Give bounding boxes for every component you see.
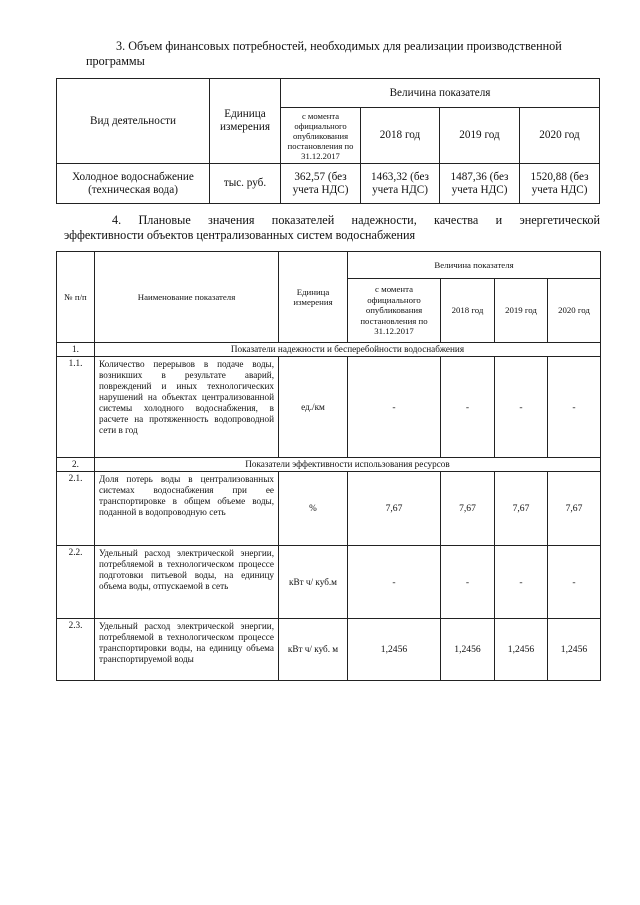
section-title: Показатели эффективности использования ресурсов xyxy=(95,458,601,472)
indicator-unit: % xyxy=(279,472,348,546)
section-title: Показатели надежности и бесперебойности водоснабжения xyxy=(95,343,601,357)
indicator-name: Удельный расход электрической энергии, потребляемой в технологическом процессе подготовки питьевой воды, на единицу объема воды, отпускаемой в сеть xyxy=(95,546,279,619)
value-since: 7,67 xyxy=(348,472,441,546)
value-2019: 1,2456 xyxy=(495,619,548,681)
table-row xyxy=(57,619,601,681)
section-4-heading xyxy=(64,213,600,243)
indicator-unit: кВт ч/ куб.м xyxy=(279,546,348,619)
header-year-2019: 2019 год xyxy=(440,108,520,164)
header-year-2018: 2018 год xyxy=(361,108,440,164)
table-row xyxy=(57,164,600,204)
header-number: № п/п xyxy=(57,252,95,343)
value-2019: - xyxy=(495,546,548,619)
value-2018: - xyxy=(441,546,495,619)
row-number: 2.1. xyxy=(57,472,95,546)
value-2018: - xyxy=(441,357,495,458)
value-since: 1,2456 xyxy=(348,619,441,681)
section-3-heading xyxy=(86,39,598,69)
value-2020: - xyxy=(548,546,601,619)
table-row xyxy=(57,357,601,458)
section-number: 2. xyxy=(57,458,95,472)
header-year-2020: 2020 год xyxy=(520,108,600,164)
header-value-group: Величина показателя xyxy=(281,79,600,108)
value-since: - xyxy=(348,546,441,619)
cell-value-2020: 1520,88 (без учета НДС) xyxy=(520,164,600,204)
indicator-unit: ед./км xyxy=(279,357,348,458)
section-3-line-2: программы xyxy=(86,54,145,68)
header-unit: Единица измерения xyxy=(279,252,348,343)
section-4-line-1: 4. Плановые значения показателей надежности, качества и энергетической xyxy=(112,213,600,227)
indicator-name: Количество перерывов в подаче воды, возникших в результате аварий, повреждений и иных технологических нарушений на объектах централизованной системы холодного водоснабжения, в расчете на протяженность водопроводной сети в год xyxy=(95,357,279,458)
header-year-2020: 2020 год xyxy=(548,279,601,343)
cell-value-2018: 1463,32 (без учета НДС) xyxy=(361,164,440,204)
header-indicator-name: Наименование показателя xyxy=(95,252,279,343)
value-2019: - xyxy=(495,357,548,458)
row-number: 1.1. xyxy=(57,357,95,458)
cell-value-since: 362,57 (без учета НДС) xyxy=(281,164,361,204)
cell-value-2019: 1487,36 (без учета НДС) xyxy=(440,164,520,204)
row-number: 2.3. xyxy=(57,619,95,681)
section-number: 1. xyxy=(57,343,95,357)
value-2019: 7,67 xyxy=(495,472,548,546)
value-2018: 7,67 xyxy=(441,472,495,546)
table-row xyxy=(57,472,601,546)
indicator-unit: кВт ч/ куб. м xyxy=(279,619,348,681)
section-4-line-2: эффективности объектов централизованных систем водоснабжения xyxy=(64,228,416,242)
value-2018: 1,2456 xyxy=(441,619,495,681)
section-row xyxy=(57,458,601,472)
value-since: - xyxy=(348,357,441,458)
header-unit: Единица измерения xyxy=(210,79,281,164)
indicators-table xyxy=(56,251,601,681)
header-year-2018: 2018 год xyxy=(441,279,495,343)
row-number: 2.2. xyxy=(57,546,95,619)
cell-unit: тыс. руб. xyxy=(210,164,281,204)
indicator-name: Удельный расход электрической энергии, потребляемой в технологическом процессе транспортировки воды, на единицу объема транспортируемой воды xyxy=(95,619,279,681)
indicator-name: Доля потерь воды в централизованных системах водоснабжения при ее транспортировке в общем объеме воды, поданной в водопроводную сеть xyxy=(95,472,279,546)
value-2020: - xyxy=(548,357,601,458)
value-2020: 7,67 xyxy=(548,472,601,546)
value-2020: 1,2456 xyxy=(548,619,601,681)
section-row xyxy=(57,343,601,357)
header-activity: Вид деятельности xyxy=(57,79,210,164)
cell-activity: Холодное водоснабжение (техническая вода) xyxy=(57,164,210,204)
header-since-publication: с момента официального опубликования постановления по 31.12.2017 xyxy=(281,108,361,164)
financial-needs-table xyxy=(56,78,600,204)
header-year-2019: 2019 год xyxy=(495,279,548,343)
table-row xyxy=(57,546,601,619)
header-value-group: Величина показателя xyxy=(348,252,601,279)
header-since-publication: с момента официального опубликования постановления по 31.12.2017 xyxy=(348,279,441,343)
section-3-line-1: 3. Объем финансовых потребностей, необходимых для реализации производственной xyxy=(116,39,562,53)
